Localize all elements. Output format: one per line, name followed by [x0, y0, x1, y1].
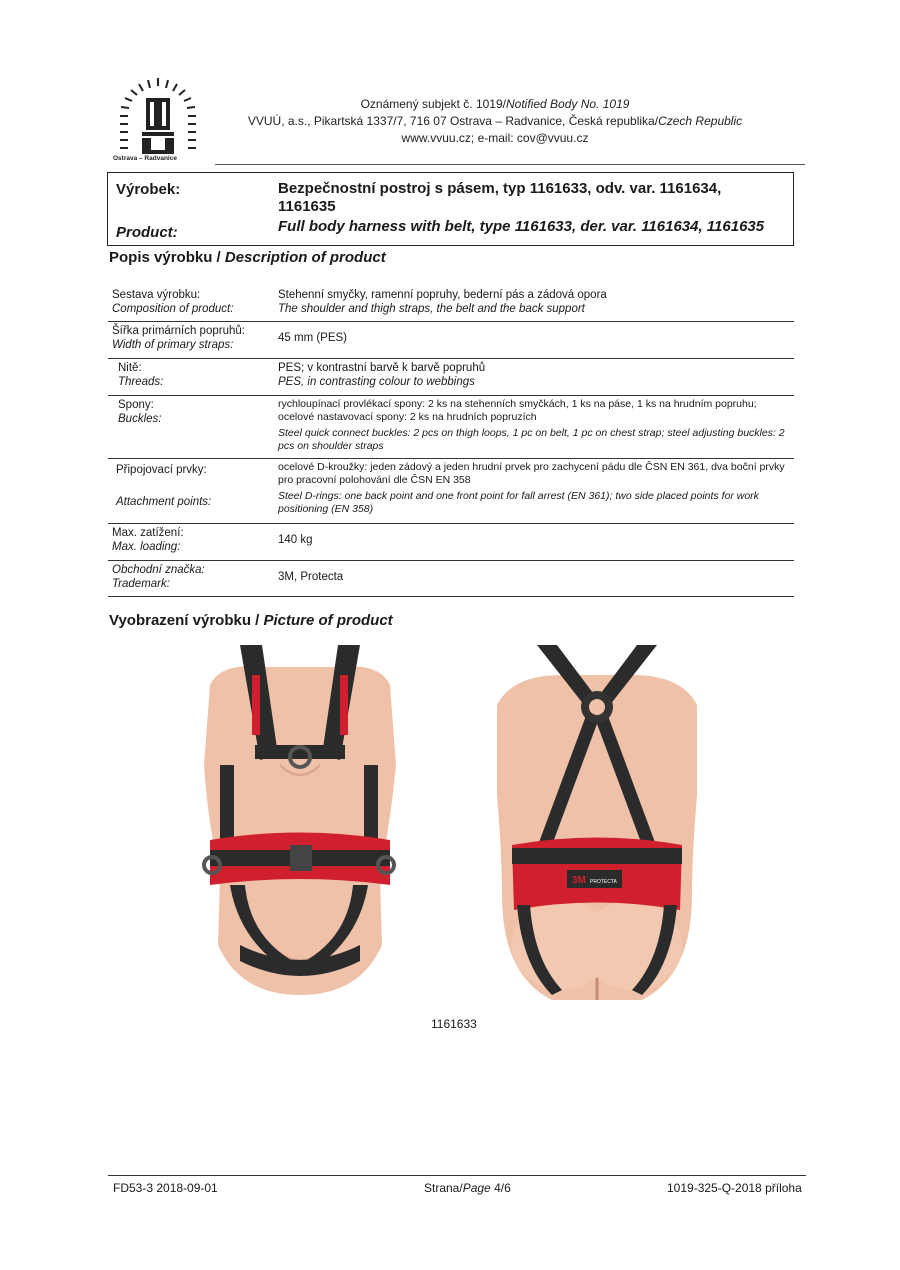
brand-badge-text: 3M — [572, 875, 586, 886]
footer-document-id: 1019-325-Q-2018 příloha — [667, 1181, 802, 1195]
product-box — [107, 172, 794, 246]
header-line-2: VVUÚ, a.s., Pikartská 1337/7, 716 07 Ostrava – Radvanice, Česká republika/Czech Republic — [247, 114, 743, 128]
notified-body-header — [215, 96, 775, 147]
table-row: Sestava výrobku: Composition of product: Stehenní smyčky, ramenní popruhy, bederní pás a zádová opora The shoulder and thigh straps, the belt and the back support — [108, 286, 794, 322]
header-line-3: www.vvuu.cz; e-mail: cov@vvuu.cz — [401, 131, 589, 145]
harness-back-photo — [492, 645, 702, 1005]
table-row: Obchodní značka: Trademark: 3M, Protecta — [108, 561, 794, 597]
table-row: Šířka primárních popruhů: Width of primary straps: 45 mm (PES) — [108, 322, 794, 359]
harness-front-photo — [200, 645, 398, 1005]
description-title: Popis výrobku / Description of product — [109, 249, 386, 266]
table-row: Nitě: Threads: PES; v kontrastní barvě k barvě popruhů PES, in contrasting colour to webbings — [108, 359, 794, 396]
product-value-cz: Bezpečnostní postroj s pásem, typ 1161633, odv. var. 1161634, 1161635 — [278, 180, 722, 215]
table-row: Připojovací prvky: Attachment points: ocelové D-kroužky: jeden zádový a jeden hrudní prvek pro zachycení pádu dle ČSN EN 361, dva boční prvky pro pracovní polohování dle ČSN EN 358 Steel D-rings: one back point and one front point for fall arrest (EN 361); two side placed points for work positioning (EN 358) — [108, 459, 794, 524]
table-row: Spony: Buckles: rychloupínací provlékací spony: 2 ks na stehenních smyčkách, 1 ks na páse, 1 ks na hrudním popruhu; ocelové nastavovací spony: 2 ks na hrudních popruzích Steel quick connect buckles: 2 pcs on thigh loops, 1 pc on belt, 1 pc on chest strap; steel adjusting buckles: 2 pcs on shoulder straps — [108, 396, 794, 459]
picture-title: Vyobrazení výrobku / Picture of product — [109, 612, 393, 629]
brand-badge-subtext: PROTECTA — [590, 879, 617, 885]
header-divider — [215, 164, 805, 165]
table-row: Max. zatížení: Max. loading: 140 kg — [108, 524, 794, 561]
logo-caption: Ostrava – Radvanice — [113, 155, 177, 162]
model-label: 1161633 — [431, 1017, 477, 1031]
product-label-en: Product: — [116, 224, 178, 241]
footer-page-number: Strana/Page 4/6 — [424, 1181, 511, 1195]
product-value-en: Full body harness with belt, type 1161633, der. var. 1161634, 1161635 — [278, 218, 765, 235]
header-line-1: Oznámený subjekt č. 1019/Notified Body No. 1019 — [360, 97, 630, 111]
footer-divider — [108, 1175, 806, 1176]
footer-form-id: FD53-3 2018-09-01 — [113, 1181, 218, 1195]
product-label-cz: Výrobek: — [116, 181, 181, 198]
description-table — [108, 286, 794, 597]
